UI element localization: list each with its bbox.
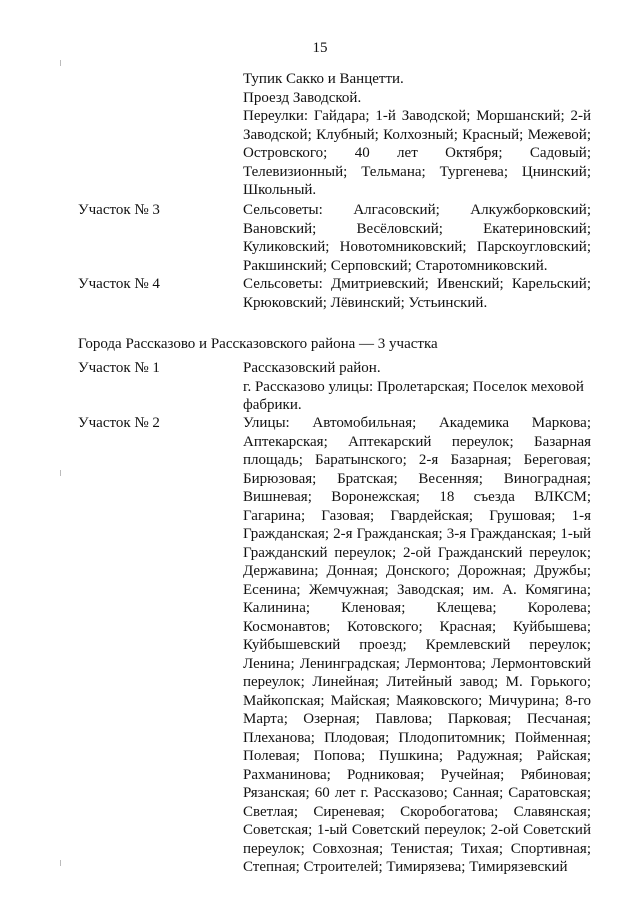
city-district-1-content <box>243 359 591 415</box>
district-4-label: Участок № 4 <box>78 276 160 292</box>
page-number: 15 <box>312 40 328 56</box>
district-3-label: Участок № 3 <box>78 202 160 218</box>
city-district-1-label: Участок № 1 <box>78 360 160 376</box>
section-heading: Города Рассказово и Рассказовского района — 3 участка <box>78 336 438 352</box>
district-4-councils: Сельсоветы: Дмитриевский; Ивенский; Карельский; Крюковский; Лёвинский; Устьинский. <box>243 276 591 311</box>
city-district-2-streets: Улицы: Автомобильная; Академика Маркова; Аптекарская; Аптекарский переулок; Базарная площадь; Баратынского; 2-я Базарная; Береговая; Бирюзовая; Братская; Весенняя; Виноградная; Вишневая; Воронежская; 18 съезда ВЛКСМ; Гагарина; Газовая; Гвардейская; Грушовая; 1-я Гражданская; 2-я Гражданская; 3-я Гражданская; 1-ый Гражданский переулок; 2-ой Гражданский переулок; Державина; Донная; Донского; Дорожная; Дружбы; Есенина; Жемчужная; Заводская; им. А. Комягина; Калинина; Кленовая; Клещева; Королева; Космонавтов; Котовского; Красная; Куйбышева; Куйбышевский проезд; Кремлевский переулок; Ленина; Ленинградская; Лермонтова; Лермонтовский переулок; Линейная; Литейный завод; М. Горького; Майкопская; Майская; Маяковского; Мичурина; 8-го Марта; Озерная; Павлова; Парковая; Песчаная; Плеханова; Плодовая; Плодопитомник; Пойменная; Полевая; Попова; Пушкина; Радужная; Райская; Рахманинова; Родниковая; Ручейная; Рябиновая; Рязанская; 60 лет г. Рассказово; Санная; Саратовская; Светлая; Сиреневая; Скоробогатова; Славянская; Советская; 1-ый Советский переулок; 2-ой Советский переулок; Совхозная; Тенистая; Тихая; Спортивная; Степная; Строителей; Тимирязева; Тимирязевский <box>243 415 591 875</box>
streets-line: г. Рассказово улицы: Пролетарская; Поселок меховой фабрики. <box>243 378 584 413</box>
passage-line: Проезд Заводской. <box>243 89 362 106</box>
city-district-2-label: Участок № 2 <box>78 415 160 431</box>
district-3-councils: Сельсоветы: Алгасовский; Алкужборковский; Вановский; Весёловский; Екатериновский; Куликовский; Новотомниковский; Парскоугловский; Ракшинский; Серповский; Старотомниковский. <box>243 202 591 274</box>
scan-mark <box>60 470 61 476</box>
scan-mark <box>60 860 61 866</box>
dead-end-line: Тупик Сакко и Ванцетти. <box>243 71 404 87</box>
street-list-continuation <box>243 70 591 200</box>
scan-mark <box>60 60 61 66</box>
district-line: Рассказовский район. <box>243 360 381 376</box>
lanes-paragraph: Переулки: Гайдара; 1-й Заводской; Моршанский; 2-й Заводской; Клубный; Колхозный; Красный; Межевой; Островского; 40 лет Октября; Садовый; Телевизионный; Тельмана; Тургенева; Цнинский; Школьный. <box>243 108 591 198</box>
